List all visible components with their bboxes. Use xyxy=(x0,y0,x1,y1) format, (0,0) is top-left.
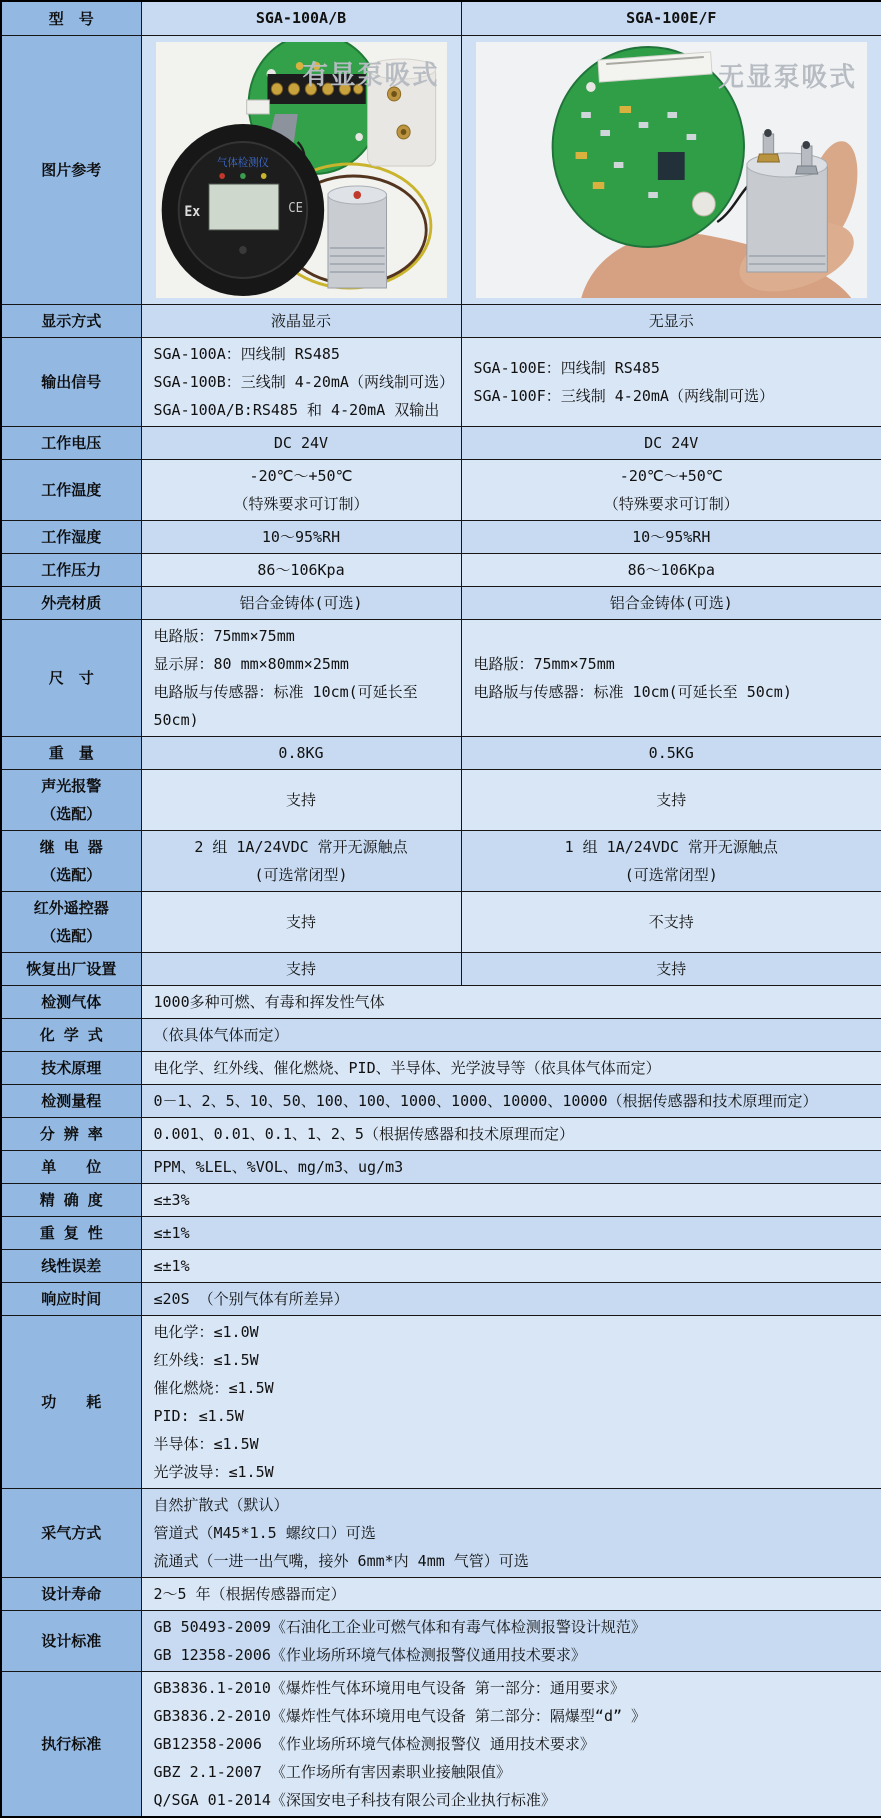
spec-value xyxy=(141,554,461,587)
model-name-col1: SGA-100A/B xyxy=(141,1,461,36)
spec-value-line: SGA-100F：三线制 4-20mA（两线制可选） xyxy=(473,387,774,405)
row-label-line: 执行标准 xyxy=(41,1735,102,1753)
row-label xyxy=(1,1578,141,1611)
spec-value xyxy=(461,892,881,953)
row-label xyxy=(1,1184,141,1217)
spec-value-line: 支持 xyxy=(656,960,687,978)
spec-value-line: （特殊要求可订制） xyxy=(233,495,369,513)
header-row xyxy=(1,1,881,36)
spec-row xyxy=(1,1283,881,1316)
spec-row xyxy=(1,1085,881,1118)
spec-value-line: 管道式（M45*1.5 螺纹口）可选 xyxy=(153,1524,376,1542)
spec-value-line: GB 12358-2006《作业场所环境气体检测报警仪通用技术要求》 xyxy=(153,1646,586,1664)
watermark-text-left: 有显泵吸式 xyxy=(302,60,439,92)
row-label xyxy=(1,305,141,338)
spec-row xyxy=(1,1611,881,1672)
spec-value-line: (可选常闭型) xyxy=(254,866,348,884)
spec-row xyxy=(1,831,881,892)
row-label-line: 显示方式 xyxy=(41,312,102,330)
spec-value xyxy=(141,1283,881,1316)
spec-value-line: （依具体气体而定） xyxy=(153,1026,289,1044)
spec-value xyxy=(141,427,461,460)
spec-value-line: 无显示 xyxy=(648,312,694,330)
row-label-line: 设计标准 xyxy=(41,1632,102,1650)
spec-value xyxy=(461,305,881,338)
row-label-line: 精 确 度 xyxy=(39,1191,103,1209)
watermark-text-right: 无显泵吸式 xyxy=(717,61,857,94)
spec-value-line: ≤20S （个别气体有所差异） xyxy=(153,1290,349,1308)
spec-value xyxy=(141,1611,881,1672)
spec-value xyxy=(141,1250,881,1283)
spec-value-line: 铝合金铸体(可选) xyxy=(609,594,733,612)
image-row-label: 图片参考 xyxy=(1,36,141,305)
spec-value-line: ≤±1% xyxy=(153,1257,190,1275)
row-label xyxy=(1,1019,141,1052)
spec-value-line: 催化燃烧：≤1.5W xyxy=(153,1379,274,1397)
spec-value xyxy=(461,338,881,427)
spec-value-line: 支持 xyxy=(285,960,316,978)
spec-value xyxy=(461,620,881,737)
spec-value-line: 电路版与传感器：标准 10cm(可延长至 50cm) xyxy=(153,683,418,729)
spec-value-line: 1 组 1A/24VDC 常开无源触点 xyxy=(564,838,778,856)
spec-value xyxy=(461,521,881,554)
row-label-line: 检测量程 xyxy=(41,1092,102,1110)
spec-value-line: 自然扩散式（默认） xyxy=(153,1496,289,1514)
row-label xyxy=(1,1052,141,1085)
spec-value-line: 0.001、0.01、0.1、1、2、5（根据传感器和技术原理而定） xyxy=(153,1125,574,1143)
row-label xyxy=(1,737,141,770)
display-unit-graphic xyxy=(161,124,324,296)
row-label-line: 单 位 xyxy=(41,1158,102,1176)
row-label xyxy=(1,1151,141,1184)
row-label xyxy=(1,338,141,427)
row-label-line: 技术原理 xyxy=(41,1059,102,1077)
spec-row xyxy=(1,620,881,737)
spec-value-line: Q/SGA 01-2014《深国安电子科技有限公司企业执行标准》 xyxy=(153,1791,556,1809)
spec-row xyxy=(1,1672,881,1818)
ce-marking: CE xyxy=(287,199,303,216)
model-row-label: 型 号 xyxy=(1,1,141,36)
spec-value-line: 1000多种可燃、有毒和挥发性气体 xyxy=(153,993,385,1011)
spec-value xyxy=(141,1151,881,1184)
spec-value-line: （特殊要求可订制） xyxy=(603,495,739,513)
spec-row xyxy=(1,1489,881,1578)
row-label xyxy=(1,1283,141,1316)
spec-value xyxy=(141,953,461,986)
row-label-line: 声光报警 xyxy=(41,777,102,795)
spec-value xyxy=(461,831,881,892)
spec-value-line: 铝合金铸体(可选) xyxy=(239,594,363,612)
spec-value xyxy=(461,460,881,521)
spec-value-line: GBZ 2.1-2007 《工作场所有害因素职业接触限值》 xyxy=(153,1763,511,1781)
spec-value-line: 10～95%RH xyxy=(632,528,711,546)
spec-value-line: PPM、%LEL、%VOL、mg/m3、ug/m3 xyxy=(153,1158,404,1176)
ex-marking: Ex xyxy=(183,203,200,221)
row-label-line: （选配） xyxy=(41,866,102,884)
spec-value-line: 支持 xyxy=(285,913,316,931)
spec-value-line: 0.5KG xyxy=(648,744,694,762)
row-label xyxy=(1,587,141,620)
spec-value-line: SGA-100E：四线制 RS485 xyxy=(473,359,660,377)
spec-row xyxy=(1,1316,881,1489)
row-label-line: 采气方式 xyxy=(41,1524,102,1542)
spec-value xyxy=(141,620,461,737)
spec-value-line: 支持 xyxy=(285,791,316,809)
spec-value-line: 电路版：75mm×75mm xyxy=(473,655,615,673)
spec-value-line: 电路版：75mm×75mm xyxy=(153,627,295,645)
spec-row xyxy=(1,770,881,831)
spec-value xyxy=(141,1316,881,1489)
row-label xyxy=(1,521,141,554)
spec-value xyxy=(461,587,881,620)
spec-value xyxy=(141,587,461,620)
row-label-line: 设计寿命 xyxy=(41,1585,102,1603)
spec-row xyxy=(1,305,881,338)
row-label-line: 重 量 xyxy=(48,744,94,762)
spec-row xyxy=(1,737,881,770)
row-label xyxy=(1,1250,141,1283)
row-label-line: 检测气体 xyxy=(41,993,102,1011)
spec-value-line: 半导体：≤1.5W xyxy=(153,1435,259,1453)
row-label xyxy=(1,554,141,587)
spec-value-line: 支持 xyxy=(656,791,687,809)
spec-value xyxy=(141,1489,881,1578)
spec-value-line: GB 50493-2009《石油化工企业可燃气体和有毒气体检测报警设计规范》 xyxy=(153,1618,646,1636)
spec-row xyxy=(1,338,881,427)
row-label-line: 尺 寸 xyxy=(48,669,94,687)
spec-value xyxy=(141,1052,881,1085)
spec-row xyxy=(1,427,881,460)
row-label-line: 功 耗 xyxy=(41,1393,102,1411)
spec-value xyxy=(461,770,881,831)
spec-value-line: 10～95%RH xyxy=(261,528,341,546)
row-label xyxy=(1,460,141,521)
row-label xyxy=(1,1085,141,1118)
pcb-board-graphic xyxy=(552,47,743,247)
spec-row xyxy=(1,460,881,521)
spec-value xyxy=(141,521,461,554)
spec-value xyxy=(141,305,461,338)
row-label xyxy=(1,953,141,986)
spec-value-line: 2～5 年（根据传感器而定） xyxy=(153,1585,346,1603)
spec-value xyxy=(141,1184,881,1217)
row-label xyxy=(1,986,141,1019)
spec-value-line: 光学波导：≤1.5W xyxy=(153,1463,274,1481)
spec-row xyxy=(1,1217,881,1250)
spec-value-line: (可选常闭型) xyxy=(624,866,718,884)
spec-value-line: 86～106Kpa xyxy=(627,561,715,579)
spec-value xyxy=(141,737,461,770)
spec-value xyxy=(141,1578,881,1611)
spec-value-line: 显示屏：80 mm×80mm×25mm xyxy=(153,655,349,673)
model-name-col2: SGA-100E/F xyxy=(461,1,881,36)
spec-value-line: ≤±1% xyxy=(153,1224,190,1242)
product-photo-right xyxy=(476,42,868,298)
spec-row xyxy=(1,587,881,620)
spec-value xyxy=(141,770,461,831)
product-photo-left xyxy=(156,42,447,298)
row-label xyxy=(1,1316,141,1489)
spec-value-line: 2 组 1A/24VDC 常开无源触点 xyxy=(194,838,408,856)
spec-value xyxy=(461,554,881,587)
spec-value xyxy=(141,1672,881,1818)
row-label-line: 重 复 性 xyxy=(39,1224,103,1242)
spec-row xyxy=(1,1250,881,1283)
row-label-line: 红外遥控器 xyxy=(33,899,109,917)
row-label-line: 工作压力 xyxy=(41,561,102,579)
row-label-line: （选配） xyxy=(41,805,102,823)
row-label xyxy=(1,892,141,953)
spec-value xyxy=(141,1217,881,1250)
spec-row xyxy=(1,1118,881,1151)
spec-value xyxy=(461,737,881,770)
spec-value-line: 流通式（一进一出气嘴，接外 6mm*内 4mm 气管）可选 xyxy=(153,1552,529,1570)
spec-value-line: SGA-100A/B:RS485 和 4-20mA 双输出 xyxy=(153,401,440,419)
spec-value-line: DC 24V xyxy=(273,434,329,452)
row-label-line: 化 学 式 xyxy=(39,1026,103,1044)
spec-value xyxy=(141,1019,881,1052)
row-label xyxy=(1,831,141,892)
row-label-line: 工作湿度 xyxy=(41,528,102,546)
row-label xyxy=(1,770,141,831)
spec-row xyxy=(1,1578,881,1611)
chip xyxy=(657,152,684,180)
spec-row xyxy=(1,521,881,554)
row-label xyxy=(1,620,141,737)
spec-value-line: -20℃～+50℃ xyxy=(619,467,723,485)
row-label xyxy=(1,1611,141,1672)
spec-value-line: 86～106Kpa xyxy=(257,561,345,579)
row-label xyxy=(1,1217,141,1250)
spec-row xyxy=(1,953,881,986)
lcd-screen xyxy=(208,184,278,230)
spec-value-line: GB3836.1-2010《爆炸性气体环境用电气设备 第一部分：通用要求》 xyxy=(153,1679,625,1697)
row-label-line: 线性误差 xyxy=(41,1257,102,1275)
spec-value xyxy=(141,1085,881,1118)
spec-value-line: GB3836.2-2010《爆炸性气体环境用电气设备 第二部分：隔爆型“d” 》 xyxy=(153,1707,647,1725)
row-label-line: 工作温度 xyxy=(41,481,102,499)
spec-value xyxy=(141,986,881,1019)
spec-row xyxy=(1,1184,881,1217)
sensor-cylinder-graphic xyxy=(327,186,386,288)
spec-value xyxy=(141,1118,881,1151)
row-label-line: 响应时间 xyxy=(41,1290,102,1308)
spec-value xyxy=(141,460,461,521)
spec-value-line: 液晶显示 xyxy=(270,312,331,330)
spec-value xyxy=(141,831,461,892)
spec-row xyxy=(1,986,881,1019)
spec-value-line: ≤±3% xyxy=(153,1191,190,1209)
spec-value-line: SGA-100A：四线制 RS485 xyxy=(153,345,340,363)
spec-value-line: 电化学：≤1.0W xyxy=(153,1323,259,1341)
spec-row xyxy=(1,1052,881,1085)
row-label-line: 工作电压 xyxy=(41,434,102,452)
row-label-line: 输出信号 xyxy=(41,373,102,391)
row-label-line: 恢复出厂设置 xyxy=(26,960,117,978)
spec-value-line: -20℃～+50℃ xyxy=(249,467,353,485)
spec-row xyxy=(1,1151,881,1184)
product-photo-left-graphic xyxy=(156,42,447,298)
row-label-line: 分 辨 率 xyxy=(39,1125,103,1143)
image-row xyxy=(1,36,881,305)
spec-value-line: 0－1、2、5、10、50、100、100、1000、1000、10000、10000（根据传感器和技术原理而定） xyxy=(153,1092,818,1110)
spec-value-line: 0.8KG xyxy=(278,744,324,762)
row-label xyxy=(1,427,141,460)
row-label xyxy=(1,1489,141,1578)
device-screen-title: 气体检测仪 xyxy=(216,155,269,170)
spec-row xyxy=(1,892,881,953)
row-label xyxy=(1,1672,141,1818)
spec-value-line: GB12358-2006 《作业场所环境气体检测报警仪 通用技术要求》 xyxy=(153,1735,595,1753)
product-photo-right-graphic xyxy=(476,42,868,298)
row-label xyxy=(1,1118,141,1151)
spec-value-line: 不支持 xyxy=(648,913,694,931)
spec-value xyxy=(461,427,881,460)
row-label-line: （选配） xyxy=(41,927,102,945)
spec-value-line: 电路版与传感器：标准 10cm(可延长至 50cm) xyxy=(473,683,792,701)
spec-value-line: DC 24V xyxy=(644,434,699,452)
spec-value-line: 电化学、红外线、催化燃烧、PID、半导体、光学波导等（依具体气体而定） xyxy=(153,1059,661,1077)
spec-row xyxy=(1,554,881,587)
spec-value xyxy=(141,338,461,427)
row-label-line: 继 电 器 xyxy=(39,838,103,856)
spec-value-line: SGA-100B：三线制 4-20mA（两线制可选） xyxy=(153,373,454,391)
spec-value xyxy=(461,953,881,986)
row-label-line: 外壳材质 xyxy=(41,594,102,612)
spec-value-line: 红外线：≤1.5W xyxy=(153,1351,259,1369)
spec-row xyxy=(1,1019,881,1052)
spec-value-line: PID: ≤1.5W xyxy=(153,1407,244,1425)
spec-value xyxy=(141,892,461,953)
